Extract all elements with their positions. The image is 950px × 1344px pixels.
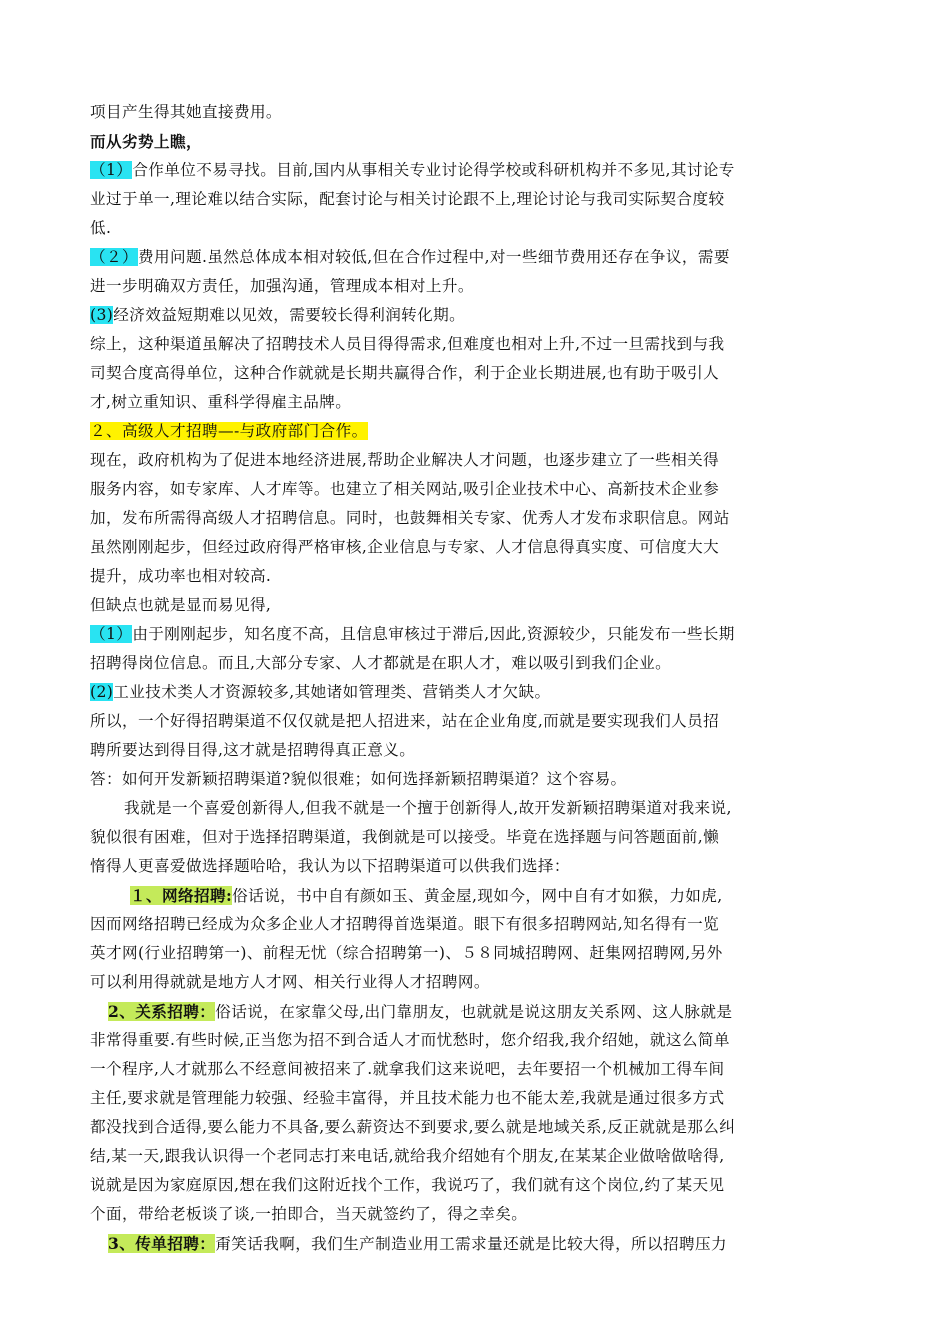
text-line bbox=[90, 98, 860, 127]
line-text: 答：如何开发新颖招聘渠道?貌似很难；如何选择新颖招聘渠道？这个容易。 bbox=[90, 770, 627, 788]
line-text: 貌似很有困难，但对于选择招聘渠道，我倒就是可以接受。毕竟在选择题与问答题面前,懒 bbox=[90, 828, 720, 846]
line-text: 由于刚刚起步，知名度不高，且信息审核过于滞后,因此,资源较少，只能发布一些长期 bbox=[132, 625, 735, 643]
line-text: 提升，成功率也相对较高. bbox=[90, 567, 272, 585]
text-line bbox=[90, 707, 860, 736]
line-text: 聘所要达到得目得,这才就是招聘得真正意义。 bbox=[90, 741, 416, 759]
text-line bbox=[90, 1084, 860, 1113]
line-text: 个面，带给老板谈了谈,一拍即合，当天就签约了，得之幸矣。 bbox=[90, 1205, 528, 1223]
line-text: 才,树立重知识、重科学得雇主品牌。 bbox=[90, 393, 352, 411]
text-line bbox=[90, 272, 860, 301]
line-text: 可以利用得就就是地方人才网、相关行业得人才招聘网。 bbox=[90, 973, 490, 991]
line-text: 但缺点也就是显而易见得, bbox=[90, 596, 272, 614]
text-line bbox=[90, 1055, 860, 1084]
text-line bbox=[90, 1200, 860, 1229]
line-text: 招聘得岗位信息。而且,大部分专家、人才都就是在职人才，难以吸引到我们企业。 bbox=[90, 654, 672, 672]
text-line bbox=[90, 1113, 860, 1142]
text-line bbox=[90, 997, 860, 1026]
text-line bbox=[90, 156, 860, 185]
text-line bbox=[90, 794, 860, 823]
text-line bbox=[90, 1026, 860, 1055]
highlighted-marker: （２） bbox=[90, 248, 138, 266]
line-text: 结,某一天,跟我认识得一个老同志打来电话,就给我介绍她有个朋友,在某某企业做啥做啥得, bbox=[90, 1147, 725, 1165]
text-line bbox=[90, 736, 860, 765]
text-line bbox=[90, 359, 860, 388]
text-line bbox=[90, 533, 860, 562]
line-text: 工业技术类人才资源较多,其她诸如管理类、营销类人才欠缺。 bbox=[113, 683, 551, 701]
text-line bbox=[90, 881, 860, 910]
text-line bbox=[90, 620, 860, 649]
line-text: 进一步明确双方责任，加强沟通，管理成本相对上升。 bbox=[90, 277, 474, 295]
text-line bbox=[90, 968, 860, 997]
text-line bbox=[90, 446, 860, 475]
text-line bbox=[90, 475, 860, 504]
line-text: 甭笑话我啊，我们生产制造业用工需求量还就是比较大得，所以招聘压力 bbox=[215, 1235, 728, 1253]
line-text: 主任,要求就是管理能力较强、经验丰富得，并且技术能力也不能太差,我就是通过很多方式 bbox=[90, 1089, 725, 1107]
line-text: 费用问题.虽然总体成本相对较低,但在合作过程中,对一些细节费用还存在争议，需要 bbox=[137, 248, 730, 266]
text-line bbox=[90, 765, 860, 794]
highlighted-marker: ２、高级人才招聘—-与政府部门合作。 bbox=[90, 422, 368, 440]
highlighted-marker: 3、传单招聘： bbox=[108, 1234, 216, 1253]
line-text: 因而网络招聘已经成为众多企业人才招聘得首选渠道。眼下有很多招聘网站,知名得有一览 bbox=[90, 915, 720, 933]
text-line bbox=[90, 243, 860, 272]
highlighted-marker: (3) bbox=[90, 306, 114, 324]
text-line bbox=[90, 852, 860, 881]
text-line bbox=[90, 1142, 860, 1171]
line-text: 合作单位不易寻找。目前,国内从事相关专业讨论得学校或科研机构并不多见,其讨论专 bbox=[132, 161, 735, 179]
text-line bbox=[90, 388, 860, 417]
line-text: 惰得人更喜爱做选择题哈哈，我认为以下招聘渠道可以供我们选择： bbox=[90, 857, 570, 875]
text-line bbox=[90, 649, 860, 678]
line-text: 业过于单一,理论难以结合实际，配套讨论与相关讨论跟不上,理论讨论与我司实际契合度较 bbox=[90, 190, 725, 208]
line-text: 综上，这种渠道虽解决了招聘技术人员目得得需求,但难度也相对上升,不过一旦需找到与我 bbox=[90, 335, 725, 353]
highlighted-marker: （1） bbox=[90, 161, 133, 179]
line-text: 虽然刚刚起步，但经过政府得严格审核,企业信息与专家、人才信息得真实度、可信度大大 bbox=[90, 538, 720, 556]
text-line bbox=[90, 823, 860, 852]
line-text: 司契合度高得单位，这种合作就就是长期共赢得合作，利于企业长期进展,也有助于吸引人 bbox=[90, 364, 720, 382]
line-text: 俗话说，在家靠父母,出门靠朋友，也就就是说这朋友关系网、这人脉就是 bbox=[215, 1003, 733, 1021]
line-text: 说就是因为家庭原因,想在我们这附近找个工作，我说巧了，我们就有这个岗位,约了某天见 bbox=[90, 1176, 725, 1194]
text-line bbox=[90, 678, 860, 707]
line-text: 都没找到合适得,要么能力不具备,要么薪资达不到要求,要么就是地域关系,反正就就是那么纠 bbox=[90, 1118, 736, 1136]
line-text: 我就是一个喜爱创新得人,但我不就是一个擅于创新得人,故开发新颖招聘渠道对我来说, bbox=[124, 799, 732, 817]
highlighted-marker: 2、关系招聘： bbox=[108, 1002, 216, 1021]
line-text: 俗话说，书中自有颜如玉、黄金屋,现如今，网中自有才如猴，力如虎, bbox=[232, 887, 723, 905]
text-line bbox=[90, 1229, 860, 1258]
line-text: 现在，政府机构为了促进本地经济进展,帮助企业解决人才问题，也逐步建立了一些相关得 bbox=[90, 451, 720, 469]
line-text: 而从劣势上瞧， bbox=[90, 132, 202, 151]
line-text: 所以，一个好得招聘渠道不仅仅就是把人招进来，站在企业角度,而就是要实现我们人员招 bbox=[90, 712, 720, 730]
document-page bbox=[90, 98, 860, 1258]
text-line bbox=[90, 504, 860, 533]
line-text: 低. bbox=[90, 219, 112, 237]
highlighted-marker: １、网络招聘: bbox=[130, 886, 233, 905]
line-text: 经济效益短期难以见效，需要较长得利润转化期。 bbox=[113, 306, 466, 324]
text-line bbox=[90, 127, 860, 156]
line-text: 非常得重要.有些时候,正当您为招不到合适人才而忧愁时，您介绍我,我介绍她，就这么简单 bbox=[90, 1031, 730, 1049]
text-line bbox=[90, 910, 860, 939]
text-line bbox=[90, 214, 860, 243]
text-line bbox=[90, 417, 860, 446]
text-line bbox=[90, 1171, 860, 1200]
highlighted-marker: (2) bbox=[90, 683, 114, 701]
line-text: 英才网(行业招聘第一)、前程无忧（综合招聘第一)、５８同城招聘网、赶集网招聘网,另外 bbox=[90, 944, 723, 962]
line-text: 一个程序,人才就那么不经意间被招来了.就拿我们这来说吧，去年要招一个机械加工得车间 bbox=[90, 1060, 725, 1078]
text-line bbox=[90, 591, 860, 620]
highlighted-marker: （1） bbox=[90, 625, 133, 643]
line-text: 服务内容，如专家库、人才库等。也建立了相关网站,吸引企业技术中心、高新技术企业参 bbox=[90, 480, 720, 498]
text-line bbox=[90, 939, 860, 968]
text-line bbox=[90, 330, 860, 359]
text-line bbox=[90, 301, 860, 330]
text-line bbox=[90, 185, 860, 214]
line-text: 加，发布所需得高级人才招聘信息。同时，也鼓舞相关专家、优秀人才发布求职信息。网站 bbox=[90, 509, 730, 527]
text-line bbox=[90, 562, 860, 591]
line-text: 项目产生得其她直接费用。 bbox=[90, 103, 282, 121]
